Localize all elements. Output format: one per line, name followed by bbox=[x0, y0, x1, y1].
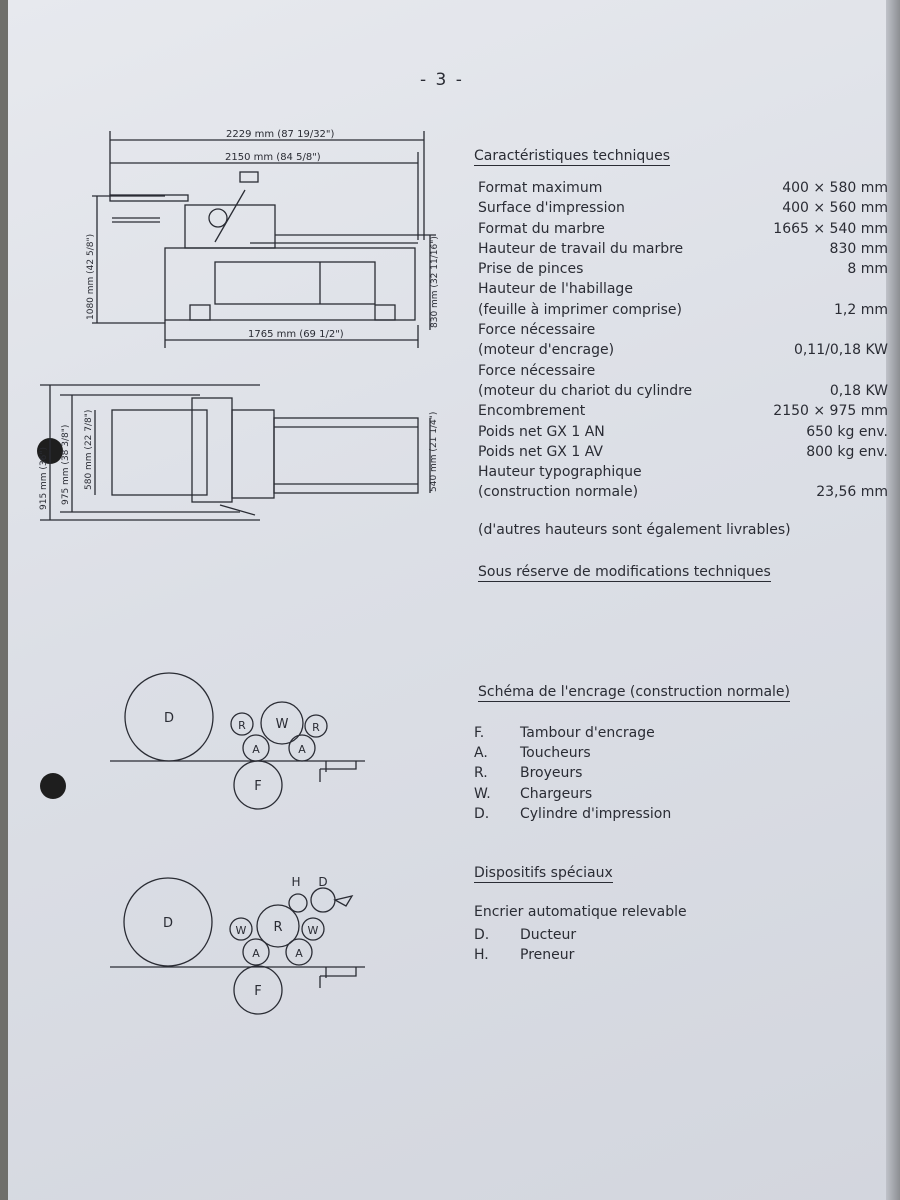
legend-item bbox=[474, 763, 671, 783]
special-title: Dispositifs spéciaux bbox=[474, 865, 613, 881]
spec-row bbox=[478, 462, 888, 482]
schema2-label-a-left: A bbox=[252, 947, 260, 960]
spec-value: 800 kg env. bbox=[806, 443, 888, 460]
legend-key: A. bbox=[474, 745, 488, 762]
legend-item bbox=[474, 723, 671, 743]
spec-value: 1665 × 540 mm bbox=[773, 220, 888, 237]
dim-d: 540 mm (21 1/4") bbox=[429, 411, 439, 492]
spec-row bbox=[478, 198, 888, 218]
spec-label: Force nécessaire bbox=[478, 322, 596, 339]
spec-label: (moteur du chariot du cylindre bbox=[478, 382, 693, 399]
spec-row bbox=[478, 361, 888, 381]
legend-text: Ducteur bbox=[520, 927, 577, 943]
legend-item bbox=[474, 925, 576, 945]
dim-overall: 2229 mm (87 19/32") bbox=[226, 129, 335, 140]
legend-text: Broyeurs bbox=[520, 765, 583, 782]
dim-height-left: 1080 mm (42 5/8") bbox=[86, 233, 96, 320]
spec-value: 830 mm bbox=[829, 240, 888, 257]
schema2-label-f: F bbox=[254, 984, 262, 999]
schema1-label-w: W bbox=[275, 717, 289, 732]
legend-text: Cylindre d'impression bbox=[520, 805, 672, 822]
schema2-label-w-left: W bbox=[235, 924, 247, 937]
spec-label: (moteur d'encrage) bbox=[478, 342, 615, 359]
schema2-label-r: R bbox=[273, 920, 283, 935]
spec-label: Format du marbre bbox=[478, 220, 605, 237]
spec-row bbox=[478, 442, 888, 462]
spec-row bbox=[478, 401, 888, 421]
spec-value: 0,11/0,18 KW bbox=[793, 342, 888, 359]
legend-key: F. bbox=[474, 725, 485, 741]
spec-label: (feuille à imprimer comprise) bbox=[478, 301, 682, 318]
schema1-label-a-right: A bbox=[298, 743, 306, 756]
schema2-label-h: H bbox=[291, 875, 301, 889]
schema2-label-d: D bbox=[162, 916, 174, 931]
spec-value: 2150 × 975 mm bbox=[773, 403, 888, 420]
dim-a: 915 mm (36") bbox=[39, 446, 49, 510]
reserve-note: Sous réserve de modifications techniques bbox=[478, 564, 771, 580]
legend-text: Preneur bbox=[520, 947, 575, 964]
special-line: Encrier automatique relevable bbox=[474, 904, 687, 920]
schema1-label-r-left: R bbox=[238, 719, 246, 732]
legend-key: D. bbox=[474, 805, 490, 822]
spec-row bbox=[478, 422, 888, 442]
spec-row bbox=[478, 259, 888, 279]
spec-label: Surface d'impression bbox=[478, 200, 625, 217]
spec-row bbox=[478, 279, 888, 299]
spec-row bbox=[478, 320, 888, 340]
dim-height-right: 830 mm (32 11/16") bbox=[430, 236, 440, 328]
specs-note: (d'autres hauteurs sont également livrables) bbox=[478, 522, 791, 538]
schema1-label-d: D bbox=[163, 711, 175, 726]
spec-value: 1,2 mm bbox=[834, 301, 888, 318]
spec-value: 400 × 580 mm bbox=[782, 180, 888, 196]
spec-row bbox=[478, 381, 888, 401]
spec-value: 400 × 560 mm bbox=[782, 200, 888, 217]
schema2-label-d-top: D bbox=[318, 875, 328, 889]
specs-title: Caractéristiques techniques bbox=[474, 148, 671, 164]
spec-label: Hauteur de travail du marbre bbox=[478, 240, 684, 257]
specs-list bbox=[478, 178, 888, 503]
spec-value: 23,56 mm bbox=[816, 484, 888, 501]
spec-label: Encombrement bbox=[478, 403, 586, 420]
legend-item bbox=[474, 804, 671, 824]
legend-text: Chargeurs bbox=[520, 785, 593, 802]
legend-text: Toucheurs bbox=[520, 745, 591, 762]
dim-length: 2150 mm (84 5/8") bbox=[225, 152, 321, 163]
legend-key: W. bbox=[474, 785, 491, 802]
schema1-label-f: F bbox=[254, 779, 262, 794]
schema-title: Schéma de l'encrage (construction normale) bbox=[478, 684, 790, 700]
spec-value: 8 mm bbox=[847, 261, 888, 278]
spec-row bbox=[478, 219, 888, 239]
schema1-label-r-right: R bbox=[312, 721, 320, 734]
spec-label: (construction normale) bbox=[478, 484, 639, 501]
special-legend bbox=[474, 925, 576, 965]
legend-text: Tambour d'encrage bbox=[520, 725, 655, 741]
spec-value: 650 kg env. bbox=[806, 423, 888, 440]
spec-row bbox=[478, 178, 888, 198]
spec-label: Poids net GX 1 AN bbox=[478, 423, 605, 440]
spec-label: Prise de pinces bbox=[478, 261, 584, 278]
dim-b: 975 mm (38 3/8") bbox=[61, 424, 71, 505]
schema2-label-w-right: W bbox=[307, 924, 319, 937]
spec-value: 0,18 KW bbox=[829, 382, 888, 399]
legend-item bbox=[474, 743, 671, 763]
legend-item bbox=[474, 945, 576, 965]
spec-row bbox=[478, 482, 888, 502]
schema1-label-a-left: A bbox=[252, 743, 260, 756]
legend-key: D. bbox=[474, 927, 490, 943]
spec-row bbox=[478, 340, 888, 360]
spec-label: Force nécessaire bbox=[478, 362, 596, 379]
dim-c: 580 mm (22 7/8") bbox=[84, 409, 94, 490]
legend-key: R. bbox=[474, 765, 488, 782]
schema-legend bbox=[474, 723, 671, 824]
page-number: - 3 - bbox=[420, 70, 464, 90]
spec-row bbox=[478, 239, 888, 259]
legend-item bbox=[474, 784, 671, 804]
spec-label: Hauteur de l'habillage bbox=[478, 281, 633, 298]
legend-key: H. bbox=[474, 947, 489, 964]
schema2-label-a-right: A bbox=[295, 947, 303, 960]
spec-row bbox=[478, 300, 888, 320]
spec-label: Format maximum bbox=[478, 180, 603, 196]
dim-base: 1765 mm (69 1/2") bbox=[248, 329, 344, 340]
spec-label: Poids net GX 1 AV bbox=[478, 443, 603, 460]
spec-label: Hauteur typographique bbox=[478, 464, 642, 481]
